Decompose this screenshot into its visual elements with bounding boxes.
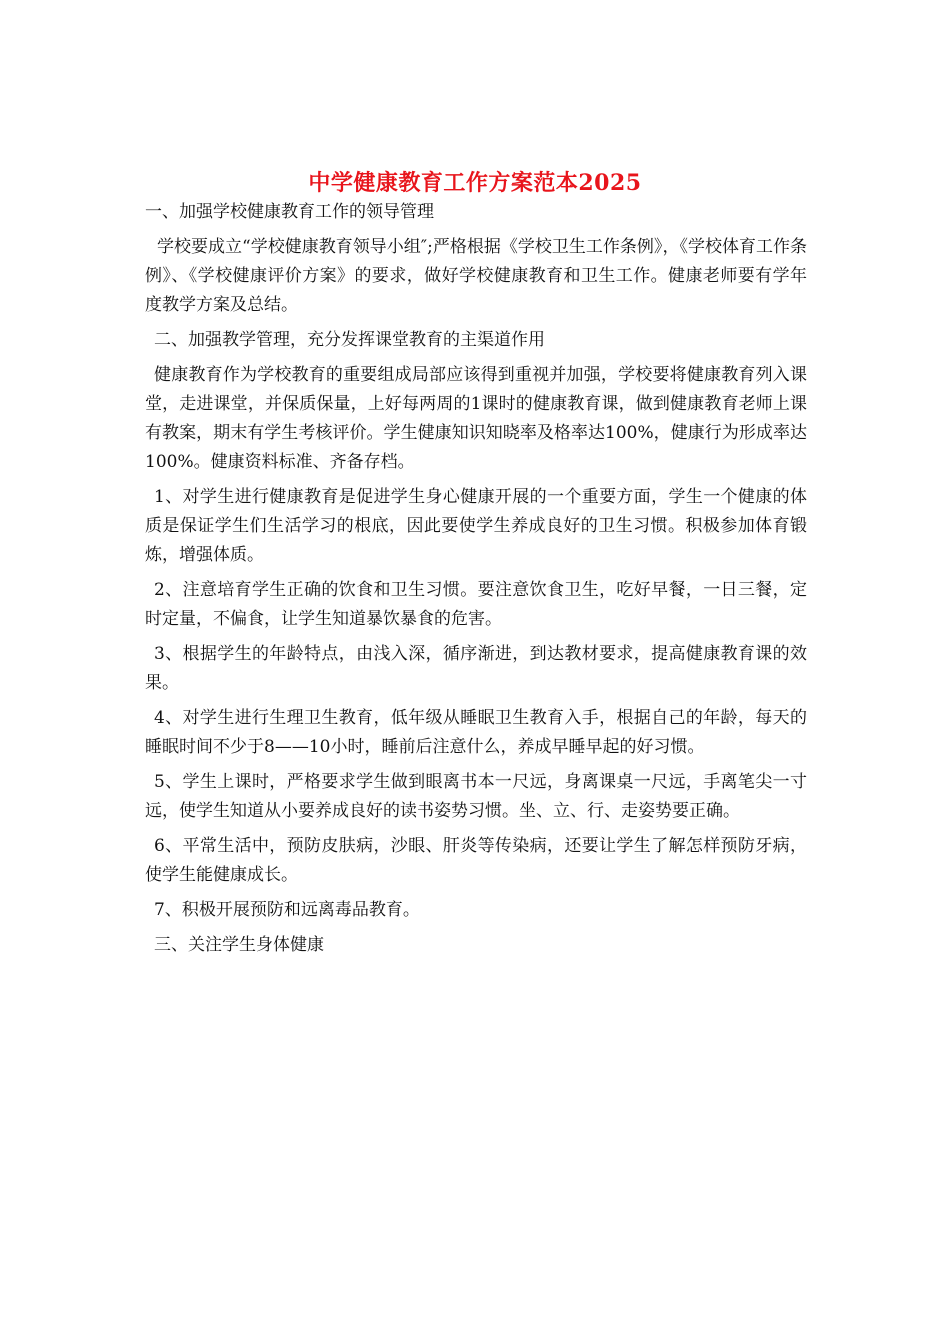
list-item-7: 7、积极开展预防和远离毒品教育。 — [154, 900, 420, 920]
document-body — [145, 198, 807, 966]
section-heading-1: 一、加强学校健康教育工作的领导管理 — [145, 202, 434, 222]
document-title: 中学健康教育工作方案范本2025 — [308, 169, 642, 196]
paragraph-teaching: 健康教育作为学校教育的重要组成局部应该得到重视并加强，学校要将健康教育列入课堂，走进课堂，并保质保量，上好每两周的1课时的健康教育课，做到健康教育老师上课有教案，期末有学生考核评价。学生健康知识知晓率及格率达100%，健康行为形成率达100%。健康资料标准、齐备存档。 — [145, 365, 807, 472]
list-item-3: 3、根据学生的年龄特点，由浅入深，循序渐进，到达教材要求，提高健康教育课的效果。 — [145, 644, 807, 693]
list-item-4: 4、对学生进行生理卫生教育，低年级从睡眠卫生教育入手，根据自己的年龄，每天的睡眠时间不少于8——10小时，睡前后注意什么，养成早睡早起的好习惯。 — [145, 708, 807, 757]
list-item-2: 2、注意培育学生正确的饮食和卫生习惯。要注意饮食卫生，吃好早餐，一日三餐，定时定量，不偏食，让学生知道暴饮暴食的危害。 — [145, 580, 807, 629]
list-item-6: 6、平常生活中，预防皮肤病，沙眼、肝炎等传染病，还要让学生了解怎样预防牙病，使学生能健康成长。 — [145, 836, 807, 885]
list-item-1: 1、对学生进行健康教育是促进学生身心健康开展的一个重要方面，学生一个健康的体质是保证学生们生活学习的根底，因此要使学生养成良好的卫生习惯。积极参加体育锻炼，增强体质。 — [145, 487, 807, 565]
paragraph-leadership: 学校要成立“学校健康教育领导小组″;严格根据《学校卫生工作条例》，《学校体育工作条例》、《学校健康评价方案》的要求，做好学校健康教育和卫生工作。健康老师要有学年度教学方案及总结。 — [145, 237, 807, 315]
section-heading-2: 二、加强教学管理，充分发挥课堂教育的主渠道作用 — [154, 330, 545, 350]
section-heading-3: 三、关注学生身体健康 — [154, 935, 324, 955]
list-item-5: 5、学生上课时，严格要求学生做到眼离书本一尺远，身离课桌一尺远，手离笔尖一寸远，使学生知道从小要养成良好的读书姿势习惯。坐、立、行、走姿势要正确。 — [145, 772, 807, 821]
